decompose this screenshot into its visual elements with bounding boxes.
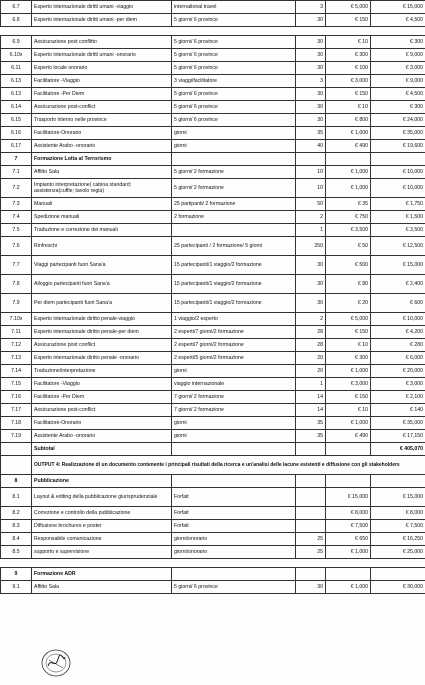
- row-description: Responsabile comunicazione: [32, 533, 172, 546]
- row-unit: Forfait: [172, 488, 296, 507]
- row-unit-cost: € 7,500: [326, 520, 371, 533]
- row-description: Esperto internazionale diritti umani -per diem: [32, 14, 172, 27]
- row-code: 7.16: [1, 391, 32, 404]
- row-description: Correzione e controllo della pubblicazione: [32, 507, 172, 520]
- row-code: 8.2: [1, 507, 32, 520]
- row-unit-cost: € 300: [326, 352, 371, 365]
- table-row: [1, 339, 425, 352]
- row-unit-cost: € 35: [326, 198, 371, 211]
- row-total: € 24,000: [371, 114, 425, 127]
- row-unit: 15 partecipanti/1 viaggio/2 formazione: [172, 256, 296, 275]
- row-code: 8.3: [1, 520, 32, 533]
- row-unit-cost: € 800: [326, 114, 371, 127]
- row-total: € 3,000: [371, 62, 425, 75]
- section-title: Pubblicazione: [32, 475, 172, 488]
- row-total: € 25,000: [371, 546, 425, 559]
- empty-cell: [172, 153, 296, 166]
- row-quantity: 2: [296, 211, 326, 224]
- row-code: 7.13: [1, 352, 32, 365]
- row-unit: 3 viaggi/facilitatore: [172, 75, 296, 88]
- row-code: 7.9: [1, 294, 32, 313]
- row-code: 6.17: [1, 140, 32, 153]
- row-total: € 17,150: [371, 430, 425, 443]
- table-row: [1, 365, 425, 378]
- row-code: 9.1: [1, 581, 32, 594]
- row-unit: 2 esperti/7 giorni/2 formazione: [172, 339, 296, 352]
- table-row: [1, 488, 425, 507]
- section-title: Formazione Lotta al Terrorismo: [32, 153, 172, 166]
- row-total: € 10,000: [371, 166, 425, 179]
- row-total: € 35,000: [371, 127, 425, 140]
- table-row: [1, 533, 425, 546]
- output-4-heading: OUTPUT 4: Realizzazione di un documento contenente i principali risultati della ricerca e un'analisi delle lacune esistenti e diffusione con gli stakeholders: [32, 456, 425, 475]
- row-description: Assicurazione post-conflict: [32, 404, 172, 417]
- table-row: [1, 140, 425, 153]
- row-quantity: 28: [296, 326, 326, 339]
- table-row: [1, 443, 425, 456]
- row-quantity: 1: [296, 224, 326, 237]
- empty-cell: [1, 443, 32, 456]
- empty-cell: [296, 568, 326, 581]
- table-row: [1, 378, 425, 391]
- table-row: [1, 166, 425, 179]
- row-total: € 9,000: [371, 75, 425, 88]
- row-code: 6.11: [1, 62, 32, 75]
- row-total: € 4,500: [371, 14, 425, 27]
- row-total: € 10,000: [371, 313, 425, 326]
- row-quantity: 30: [296, 101, 326, 114]
- row-quantity: 20: [296, 352, 326, 365]
- row-description: Assistente Arabo -onorario: [32, 430, 172, 443]
- row-unit-cost: € 150: [326, 326, 371, 339]
- row-code: 6.13: [1, 75, 32, 88]
- table-row: [1, 326, 425, 339]
- table-row: [1, 417, 425, 430]
- row-unit: Forfait: [172, 507, 296, 520]
- row-code: 7.15: [1, 378, 32, 391]
- row-total: € 3,000: [371, 378, 425, 391]
- row-quantity: 30: [296, 114, 326, 127]
- table-row: [1, 256, 425, 275]
- table-row: [1, 224, 425, 237]
- row-quantity: 14: [296, 391, 326, 404]
- row-description: Traduzione e correzione dei manuali: [32, 224, 172, 237]
- row-description: Esperto internazionale diritto penale-per diem: [32, 326, 172, 339]
- row-unit: 2 esperti/7 giorni/2 formazione: [172, 326, 296, 339]
- row-unit: 5 giorni/ 2 formazione: [172, 166, 296, 179]
- table-row: [1, 62, 425, 75]
- row-quantity: 3: [296, 75, 326, 88]
- table-row: [1, 49, 425, 62]
- table-row: [1, 581, 425, 594]
- row-total: € 8,000: [371, 507, 425, 520]
- row-total: € 3,500: [371, 224, 425, 237]
- row-total: € 15,000: [371, 488, 425, 507]
- row-unit-cost: € 490: [326, 430, 371, 443]
- row-code: 7.5: [1, 224, 32, 237]
- row-quantity: 30: [296, 36, 326, 49]
- table-row: [1, 507, 425, 520]
- row-unit-cost: € 150: [326, 391, 371, 404]
- row-total: € 1,750: [371, 198, 425, 211]
- table-row: [1, 88, 425, 101]
- row-quantity: 10: [296, 179, 326, 198]
- table-row: [1, 546, 425, 559]
- subtotal-label: Subtotal: [32, 443, 172, 456]
- row-quantity: 35: [296, 430, 326, 443]
- row-unit: giorni: [172, 417, 296, 430]
- table-row: [1, 520, 425, 533]
- row-unit-cost: € 1,000: [326, 166, 371, 179]
- section-code: 7: [1, 153, 32, 166]
- row-quantity: 30: [296, 88, 326, 101]
- row-quantity: 35: [296, 127, 326, 140]
- table-row: [1, 75, 425, 88]
- row-description: Esperto locale onorario: [32, 62, 172, 75]
- row-total: € 7,500: [371, 520, 425, 533]
- row-description: Manuali: [32, 198, 172, 211]
- row-code: 7.12: [1, 339, 32, 352]
- row-total: € 20,000: [371, 365, 425, 378]
- row-unit: 5 giorni/ 6 province: [172, 88, 296, 101]
- row-code: 6.14: [1, 101, 32, 114]
- row-unit-cost: € 1,000: [326, 417, 371, 430]
- row-unit: 1 viaggio/2 esperto: [172, 313, 296, 326]
- table-row: [1, 275, 425, 294]
- row-quantity: 2: [296, 313, 326, 326]
- table-row: [1, 313, 425, 326]
- empty-cell: [296, 153, 326, 166]
- row-description: Viaggi partecipanti fuori Sana'a: [32, 256, 172, 275]
- row-description: Assicurazione post conflitto: [32, 36, 172, 49]
- row-description: Impianto interpretazione( cabina standard; assistenza(cuffie; tavolo regia): [32, 179, 172, 198]
- row-total: € 600: [371, 294, 425, 313]
- row-unit-cost: € 490: [326, 140, 371, 153]
- table-row: [1, 430, 425, 443]
- row-unit-cost: € 1,000: [326, 179, 371, 198]
- row-unit-cost: € 1,000: [326, 127, 371, 140]
- empty-cell: [371, 568, 425, 581]
- row-unit-cost: € 500: [326, 256, 371, 275]
- empty-cell: [296, 443, 326, 456]
- row-code: 8.5: [1, 546, 32, 559]
- row-quantity: 30: [296, 256, 326, 275]
- row-total: € 35,000: [371, 417, 425, 430]
- budget-table-body: [1, 1, 425, 594]
- row-unit: giorni: [172, 365, 296, 378]
- row-quantity: 25: [296, 533, 326, 546]
- row-code: 8.4: [1, 533, 32, 546]
- row-quantity: 35: [296, 417, 326, 430]
- row-description: Facilitatore -Viaggio: [32, 378, 172, 391]
- row-code: 6.13: [1, 88, 32, 101]
- table-row: [1, 127, 425, 140]
- row-unit-cost: € 8,000: [326, 507, 371, 520]
- table-row: [1, 294, 425, 313]
- row-unit: giorni: [172, 127, 296, 140]
- row-unit-cost: € 100: [326, 62, 371, 75]
- row-description: Traduzione/interpretazione: [32, 365, 172, 378]
- row-unit: 5 giorni/ 2 formazione: [172, 179, 296, 198]
- table-row: [1, 14, 425, 27]
- row-quantity: 30: [296, 294, 326, 313]
- row-description: supporto e supervisione: [32, 546, 172, 559]
- row-unit: giorni/onorario: [172, 533, 296, 546]
- subtotal-value: € 405,070: [371, 443, 425, 456]
- row-unit-cost: € 1,000: [326, 581, 371, 594]
- row-description: Per diem partecipanti fuori Sana'a: [32, 294, 172, 313]
- row-unit: 2 esperti/5 giorni/2 formazione: [172, 352, 296, 365]
- empty-cell: [172, 475, 296, 488]
- row-code: 6.8: [1, 14, 32, 27]
- table-row: [1, 559, 425, 568]
- row-code: 7.19: [1, 430, 32, 443]
- empty-cell: [371, 153, 425, 166]
- row-code: 7.3: [1, 198, 32, 211]
- row-description: Affitto Sala: [32, 581, 172, 594]
- row-description: Facilitatore -Viaggio: [32, 75, 172, 88]
- row-quantity: 40: [296, 140, 326, 153]
- row-unit-cost: € 650: [326, 533, 371, 546]
- row-unit-cost: € 80: [326, 275, 371, 294]
- row-unit: international travel: [172, 1, 296, 14]
- row-unit: 5 giorni/ 6 province: [172, 581, 296, 594]
- row-total: € 300: [371, 101, 425, 114]
- row-unit-cost: € 150: [326, 88, 371, 101]
- row-quantity: 10: [296, 166, 326, 179]
- row-unit: [172, 224, 296, 237]
- row-unit: 7 giorni/ 2 formazione: [172, 404, 296, 417]
- row-unit-cost: € 10: [326, 404, 371, 417]
- row-total: € 2,100: [371, 391, 425, 404]
- table-row: [1, 475, 425, 488]
- row-unit: 5 giorni/ 6 province: [172, 49, 296, 62]
- row-quantity: 1: [296, 378, 326, 391]
- row-code: 7.4: [1, 211, 32, 224]
- row-unit-cost: € 10: [326, 101, 371, 114]
- empty-cell: [326, 153, 371, 166]
- row-description: Assicurazione post conflict: [32, 339, 172, 352]
- row-description: Esperto internazionale diritto penale-viaggio: [32, 313, 172, 326]
- row-description: Spedizione manuali: [32, 211, 172, 224]
- row-code: 7.1: [1, 166, 32, 179]
- row-unit: 5 giorni/ 6 province: [172, 36, 296, 49]
- empty-cell: [172, 443, 296, 456]
- row-code: 7.8: [1, 275, 32, 294]
- empty-cell: [326, 475, 371, 488]
- empty-cell: [371, 475, 425, 488]
- table-row: [1, 179, 425, 198]
- row-description: Esperto internazionale diritto penale -onorario: [32, 352, 172, 365]
- empty-cell: [296, 475, 326, 488]
- table-row: [1, 114, 425, 127]
- row-code: 7.2: [1, 179, 32, 198]
- row-code: 7.10x: [1, 313, 32, 326]
- row-code: 6.7: [1, 1, 32, 14]
- row-unit-cost: € 1,000: [326, 365, 371, 378]
- row-description: Rinfreschi: [32, 237, 172, 256]
- row-quantity: 30: [296, 62, 326, 75]
- empty-cell: [1, 456, 32, 475]
- table-row: [1, 27, 425, 36]
- stamp-seal-icon: [40, 648, 72, 678]
- row-unit: 15 partecipanti/1 viaggio/2 formazione: [172, 275, 296, 294]
- empty-cell: [172, 568, 296, 581]
- row-code: 7.17: [1, 404, 32, 417]
- row-quantity: 30: [296, 14, 326, 27]
- row-total: € 2,400: [371, 275, 425, 294]
- row-description: Affitto Sala: [32, 166, 172, 179]
- row-unit-cost: € 10: [326, 36, 371, 49]
- empty-cell: [326, 568, 371, 581]
- row-description: Esperto internazionale diritti umani -onorario: [32, 49, 172, 62]
- table-row: [1, 404, 425, 417]
- row-code: 7.14: [1, 365, 32, 378]
- row-code: 6.16: [1, 127, 32, 140]
- row-quantity: 20: [296, 365, 326, 378]
- section-code: 9: [1, 568, 32, 581]
- row-code: 7.6: [1, 237, 32, 256]
- row-description: Layout & editing della pubblicazione giurisprudenziale: [32, 488, 172, 507]
- row-unit: 5 giorni/ 6 province: [172, 62, 296, 75]
- row-description: Assicurazione post-conflict: [32, 101, 172, 114]
- row-unit: giorni/onorario: [172, 546, 296, 559]
- row-total: € 4,500: [371, 88, 425, 101]
- row-code: 6.9: [1, 36, 32, 49]
- spacer: [1, 27, 425, 36]
- row-total: € 6,000: [371, 352, 425, 365]
- row-unit-cost: € 1,000: [326, 546, 371, 559]
- row-total: € 1,500: [371, 211, 425, 224]
- row-unit-cost: € 150: [326, 14, 371, 27]
- row-description: Facilitatore -Per Diem: [32, 88, 172, 101]
- row-quantity: 3: [296, 1, 326, 14]
- row-unit: giorni: [172, 430, 296, 443]
- row-quantity: 30: [296, 49, 326, 62]
- row-description: Diffusione brochures e poster: [32, 520, 172, 533]
- row-description: Facilitatore-Onorario: [32, 417, 172, 430]
- table-row: [1, 101, 425, 114]
- row-quantity: 14: [296, 404, 326, 417]
- row-unit-cost: € 50: [326, 237, 371, 256]
- spacer: [1, 559, 425, 568]
- row-quantity: 28: [296, 339, 326, 352]
- row-quantity: 30: [296, 581, 326, 594]
- row-total: € 4,200: [371, 326, 425, 339]
- row-description: Facilitatore -Per Diem: [32, 391, 172, 404]
- section-title: Formazione ADR: [32, 568, 172, 581]
- row-code: 7.7: [1, 256, 32, 275]
- row-code: 7.18: [1, 417, 32, 430]
- row-description: Alloggio partecipanti fuori Sana'a: [32, 275, 172, 294]
- table-row: [1, 352, 425, 365]
- row-quantity: 50: [296, 198, 326, 211]
- row-unit-cost: € 3,000: [326, 378, 371, 391]
- row-unit: Forfait: [172, 520, 296, 533]
- table-row: [1, 568, 425, 581]
- row-quantity: [296, 520, 326, 533]
- row-code: 8.1: [1, 488, 32, 507]
- row-total: € 300: [371, 36, 425, 49]
- row-description: Facilitatore-Onorario: [32, 127, 172, 140]
- row-unit: 25 partipanti/ 2 formazione: [172, 198, 296, 211]
- empty-cell: [326, 443, 371, 456]
- row-unit: 2 formazione: [172, 211, 296, 224]
- row-total: € 280: [371, 339, 425, 352]
- row-unit-cost: € 15,000: [326, 488, 371, 507]
- row-unit-cost: € 300: [326, 49, 371, 62]
- row-quantity: [296, 507, 326, 520]
- row-code: 7.11: [1, 326, 32, 339]
- table-row: [1, 1, 425, 14]
- row-total: € 19,600: [371, 140, 425, 153]
- row-total: € 16,250: [371, 533, 425, 546]
- row-quantity: [296, 488, 326, 507]
- table-row: [1, 211, 425, 224]
- row-total: € 140: [371, 404, 425, 417]
- row-total: € 12,500: [371, 237, 425, 256]
- row-unit: 25 partecipanti / 2 formazione/ 5 giorni: [172, 237, 296, 256]
- row-code: 6.15: [1, 114, 32, 127]
- row-total: € 30,000: [371, 581, 425, 594]
- table-row: [1, 391, 425, 404]
- row-unit-cost: € 10: [326, 339, 371, 352]
- row-total: € 10,000: [371, 179, 425, 198]
- row-unit-cost: € 5,000: [326, 1, 371, 14]
- table-row: [1, 153, 425, 166]
- row-quantity: 30: [296, 275, 326, 294]
- row-total: € 15,000: [371, 256, 425, 275]
- row-code: 6.10x: [1, 49, 32, 62]
- row-unit-cost: € 20: [326, 294, 371, 313]
- row-unit: 7 giorni/ 2 formazione: [172, 391, 296, 404]
- table-row: [1, 36, 425, 49]
- row-total: € 9,000: [371, 49, 425, 62]
- row-quantity: 25: [296, 546, 326, 559]
- row-unit-cost: € 3,500: [326, 224, 371, 237]
- table-row: [1, 198, 425, 211]
- row-unit: 5 giorni/ 6 province: [172, 114, 296, 127]
- row-unit-cost: € 750: [326, 211, 371, 224]
- row-unit-cost: € 5,000: [326, 313, 371, 326]
- section-code: 8: [1, 475, 32, 488]
- row-quantity: 250: [296, 237, 326, 256]
- row-unit: viaggio internazionale: [172, 378, 296, 391]
- row-unit: 5 giorni/ 6 province: [172, 101, 296, 114]
- row-unit: 15 partecipanti/1 viaggio/2 formazione: [172, 294, 296, 313]
- table-row: [1, 456, 425, 475]
- row-total: € 15,000: [371, 1, 425, 14]
- row-description: Esperto internazionale diritti umani -viaggio: [32, 1, 172, 14]
- row-unit: 5 giorni/ 6 province: [172, 14, 296, 27]
- row-description: Trasporto interno nelle province: [32, 114, 172, 127]
- row-unit: giorni: [172, 140, 296, 153]
- table-row: [1, 237, 425, 256]
- row-unit-cost: € 3,000: [326, 75, 371, 88]
- row-description: Assistente Arabo -onorario: [32, 140, 172, 153]
